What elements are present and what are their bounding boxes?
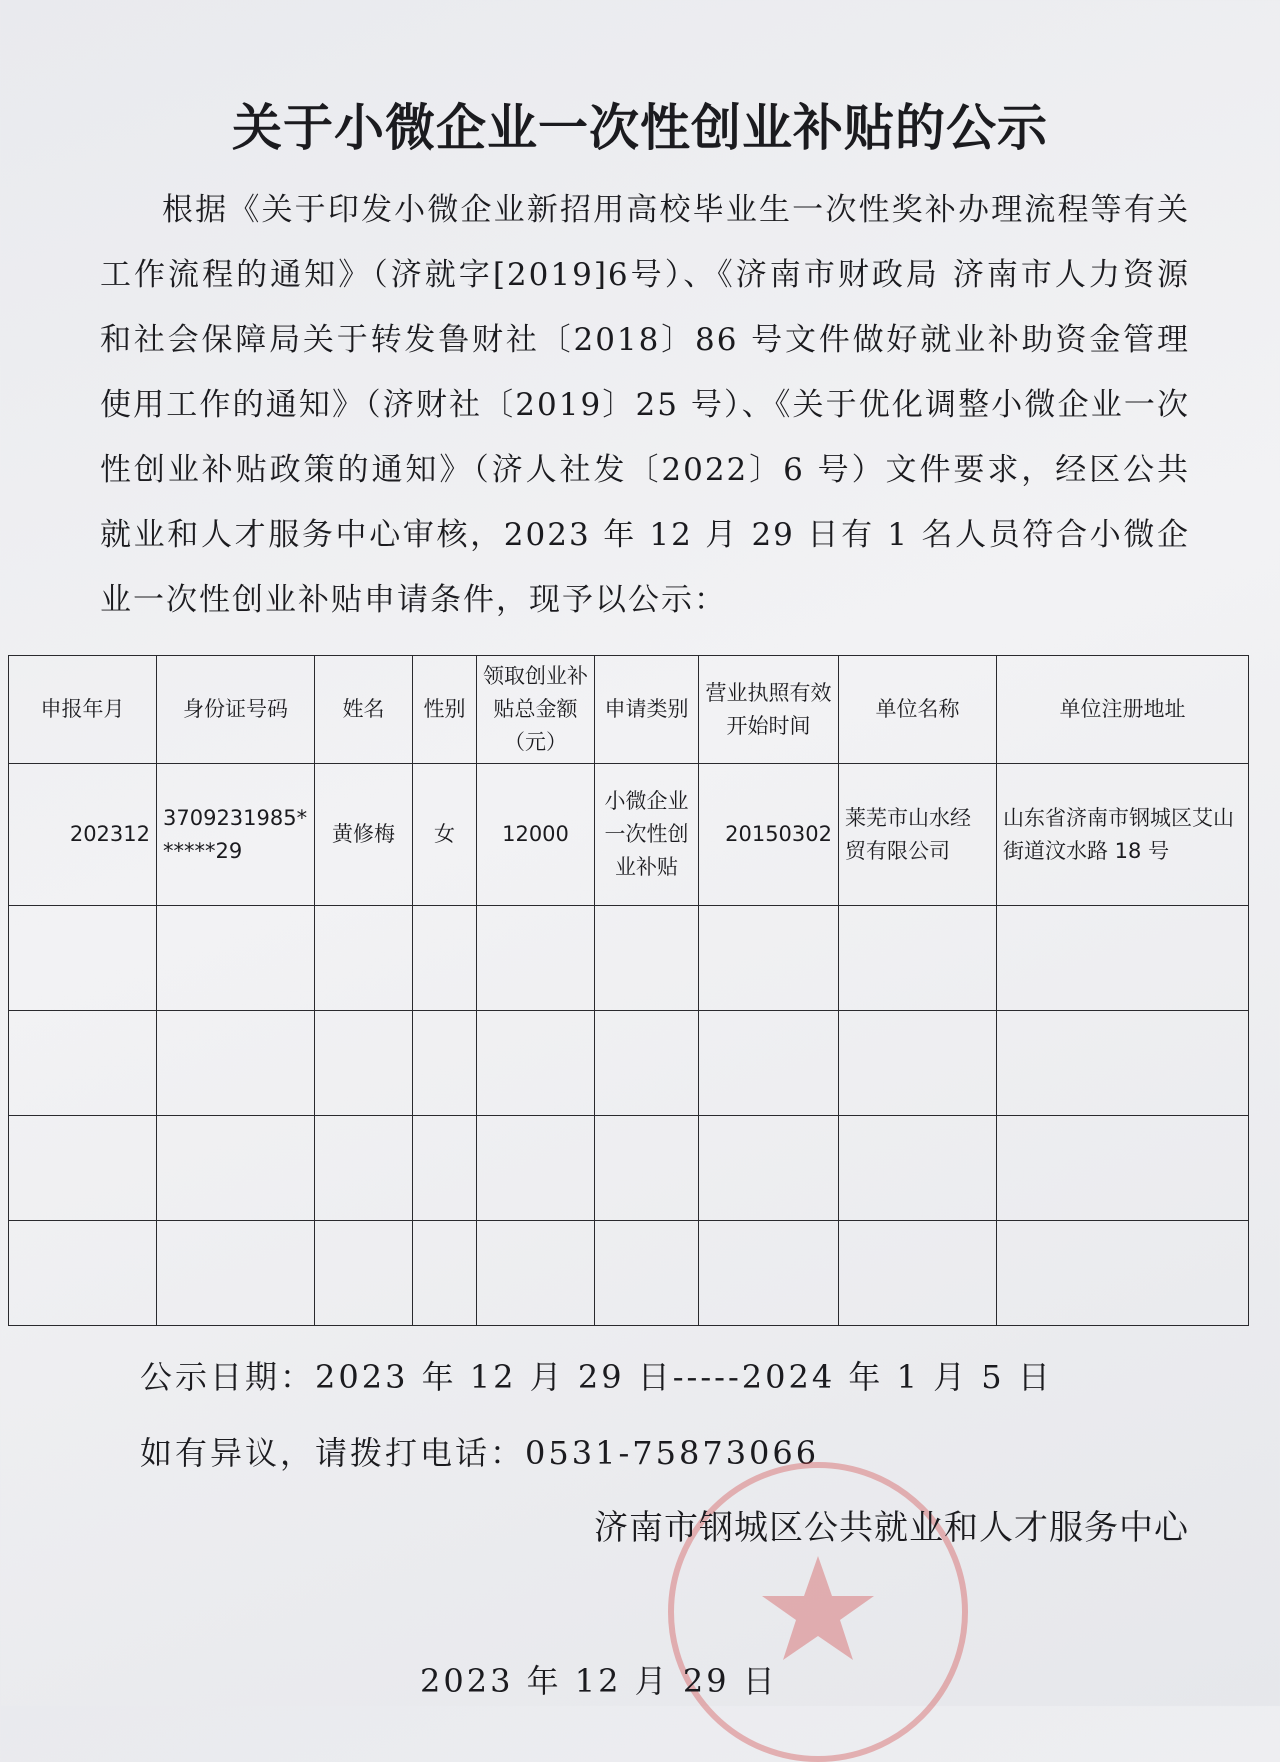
cell-report-month: 202312 [9,764,157,906]
header-subsidy-amount: 领取创业补贴总金额（元） [477,656,595,764]
cell-gender: 女 [413,764,477,906]
table-row-empty [9,1221,1249,1326]
page-title: 关于小微企业一次性创业补贴的公示 [232,99,1048,157]
header-report-month: 申报年月 [9,656,157,764]
cell-id-number: 3709231985******29 [157,764,315,906]
header-id-number: 身份证号码 [157,656,315,764]
organization-name: 济南市钢城区公共就业和人才服务中心 [594,1508,1189,1548]
header-name: 姓名 [315,656,413,764]
header-company-name: 单位名称 [839,656,997,764]
header-company-address: 单位注册地址 [997,656,1249,764]
table-row [9,764,1249,906]
table-header-row [9,656,1249,764]
table-row-empty [9,1011,1249,1116]
cell-application-type: 小微企业一次性创业补贴 [595,764,699,906]
notice-period: 公示日期：2023 年 12 月 29 日-----2024 年 1 月 5 日 [140,1358,1053,1396]
applicant-table [8,655,1248,1326]
sign-date: 2023 年 12 月 29 日 [420,1662,778,1700]
notice-body: 根据《关于印发小微企业新招用高校毕业生一次性奖补办理流程等有关工作流程的通知》（济就字[2019]6号）、《济南市财政局 济南市人力资源和社会保障局关于转发鲁财社〔2018〕86 号文件做好就业补助资金管理使用工作的通知》（济财社〔2019〕25 号）、《关于优化调整小微企业一次性创业补贴政策的通知》（济人社发〔2022〕6 号）文件要求，经区公共就业和人才服务中心审核，2023 年 12 月 29 日有 1 名人员符合小微企业一次性创业补贴申请条件，现予以公示： [100,192,1190,618]
cell-name: 黄修梅 [315,764,413,906]
table-row-empty [9,1116,1249,1221]
header-gender: 性别 [413,656,477,764]
header-license-start: 营业执照有效开始时间 [699,656,839,764]
objection-contact: 如有异议，请拨打电话：0531-75873066 [140,1434,820,1472]
cell-company-name: 莱芜市山水经贸有限公司 [839,764,997,906]
cell-license-start: 20150302 [699,764,839,906]
table-row-empty [9,906,1249,1011]
header-application-type: 申请类别 [595,656,699,764]
cell-subsidy-amount: 12000 [477,764,595,906]
cell-company-address: 山东省济南市钢城区艾山街道汶水路 18 号 [997,764,1249,906]
